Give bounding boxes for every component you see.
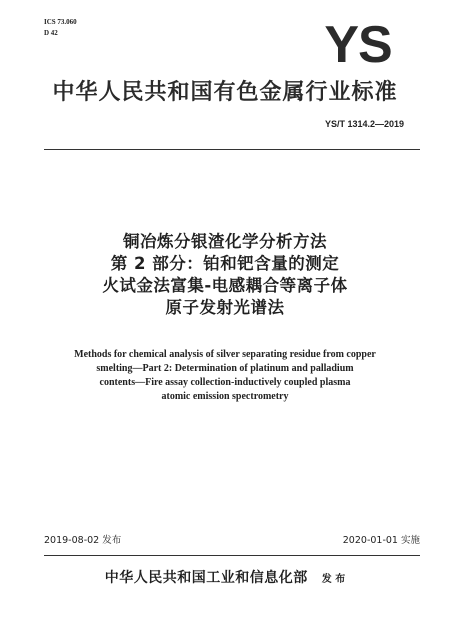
chinese-title-line: 火试金法富集-电感耦合等离子体 [102, 276, 348, 295]
chinese-title [0, 231, 450, 319]
publisher-org: 中华人民共和国工业和信息化部 [104, 570, 308, 586]
chinese-title-line: 铜冶炼分银渣化学分析方法 [123, 232, 327, 251]
implementation-date: 2020-01-01 实施 [342, 535, 420, 546]
issue-date: 2019-08-02 发布 [44, 535, 122, 546]
publisher-action: 发 布 [321, 574, 346, 585]
chinese-title-line: 第 2 部分：铂和钯含量的测定 [110, 254, 340, 273]
industry-standard-title: 中华人民共和国有色金属行业标准 [52, 80, 398, 105]
ics-code: ICS 73.060 [44, 18, 77, 26]
english-title [0, 348, 450, 404]
publisher-line [0, 567, 450, 587]
ys-logo: YS [324, 16, 392, 74]
bottom-divider [44, 555, 420, 556]
top-divider [44, 149, 420, 150]
english-title-line: contents—Fire assay collection-inductively coupled plasma [99, 377, 351, 388]
english-title-line: smelting—Part 2: Determination of platinum and palladium [96, 363, 354, 374]
ccs-code: D 42 [44, 29, 58, 37]
standard-number: YS/T 1314.2—2019 [324, 119, 404, 129]
english-title-line: Methods for chemical analysis of silver separating residue from copper [74, 349, 376, 360]
chinese-title-line: 原子发射光谱法 [165, 298, 285, 317]
english-title-line: atomic emission spectrometry [161, 391, 289, 402]
